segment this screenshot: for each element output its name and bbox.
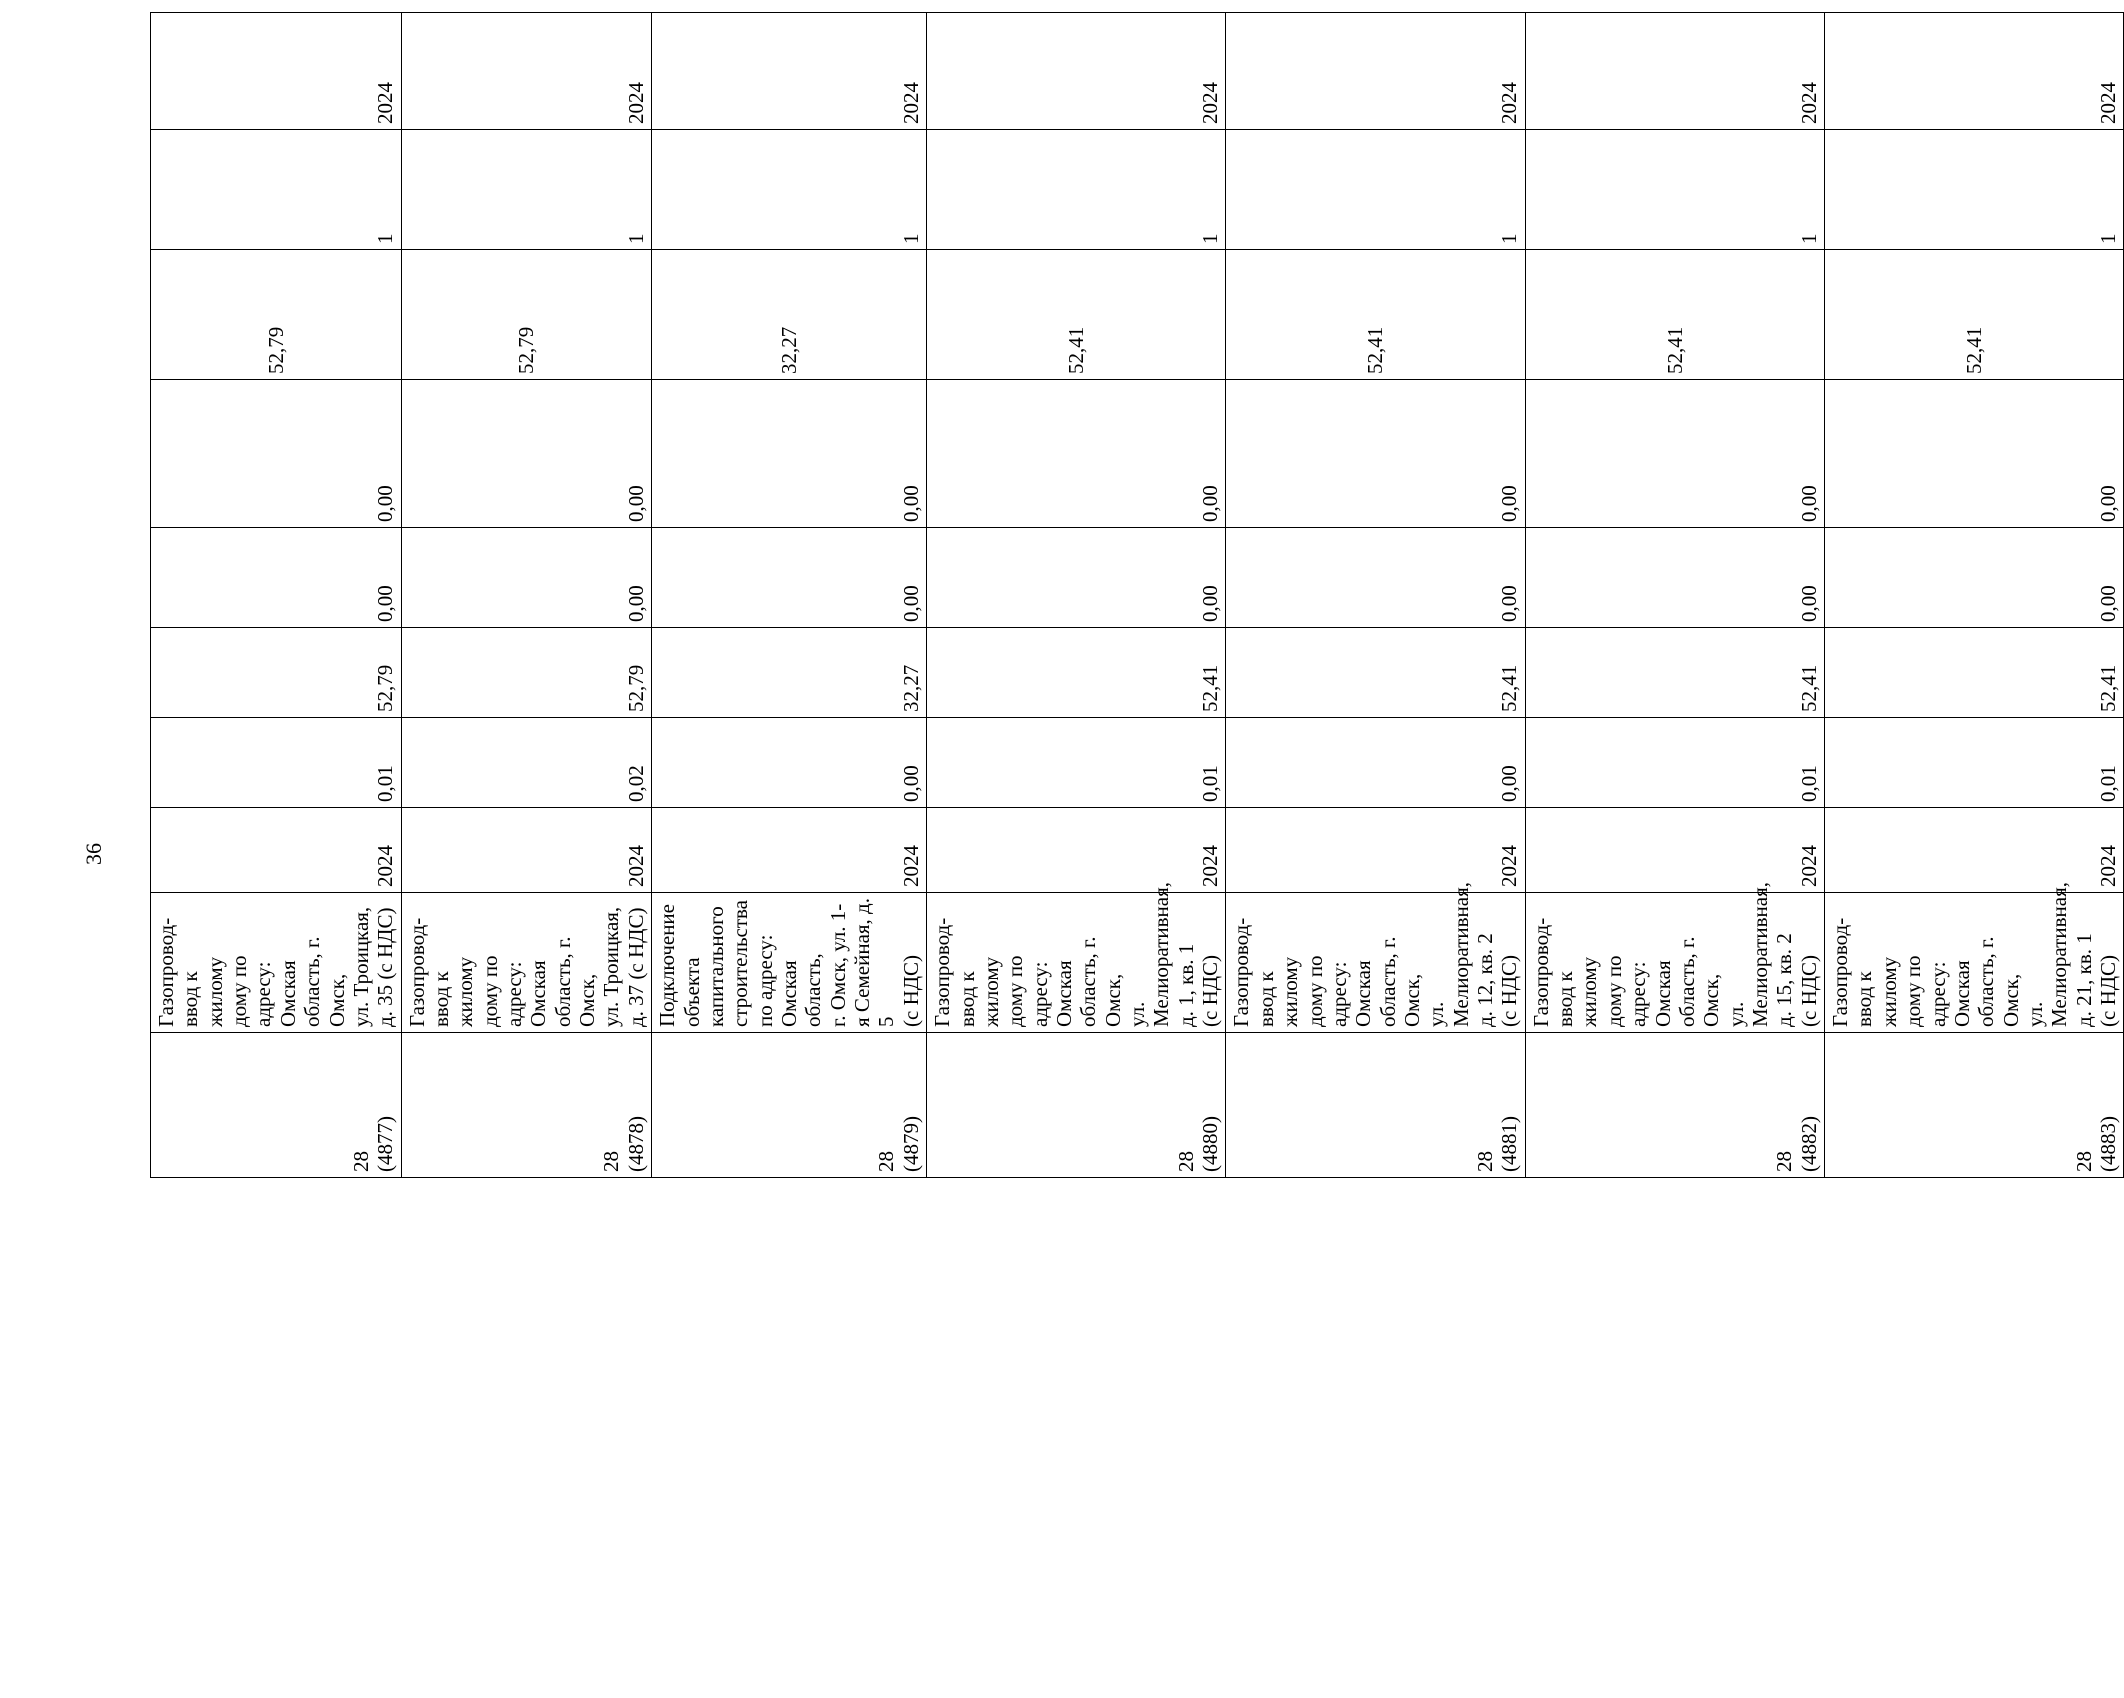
object-name-line: ул. Троицкая, д. 35 (с НДС) (348, 906, 398, 1027)
object-name-cell (652, 893, 927, 1033)
year-cell: 2024 (401, 808, 652, 893)
value-cell: 0,00 (652, 380, 927, 528)
row-number: 28 (1173, 1151, 1198, 1172)
object-name-cell (401, 893, 652, 1033)
row-number: 28 (348, 1151, 373, 1172)
object-name-line: область, г. Омск, (1974, 936, 2023, 1027)
value-cell: 0,00 (1525, 528, 1824, 628)
object-name-line: область, г. Омск, (1674, 936, 1724, 1027)
year-cell: 2024 (652, 808, 927, 893)
value-cell: 0,00 (927, 380, 1226, 528)
row-number-cell (151, 1033, 402, 1178)
quantity-cell: 1 (1825, 130, 2124, 250)
table-container (150, 82, 2121, 1178)
object-name-line: (с НДС) (898, 954, 923, 1027)
object-name-line: Подключение объекта (655, 904, 704, 1027)
object-name-line: Газопровод-ввод к жилому (1229, 917, 1303, 1027)
quantity-cell: 1 (401, 130, 652, 250)
table-row (652, 13, 927, 1178)
object-name-line: дому по адресу: Омская (1302, 955, 1376, 1027)
object-name-line: ул. Мелиоративная, д. 21, кв. 1 (2022, 881, 2096, 1027)
object-name-line: Газопровод-ввод к жилому (154, 917, 227, 1027)
object-name-line: (с НДС) (2096, 954, 2121, 1027)
row-number-cell (1825, 1033, 2124, 1178)
object-name-line: по адресу: Омская область, (752, 934, 826, 1027)
quantity-cell: 1 (1226, 130, 1525, 250)
object-name-line: капитального строительства (703, 899, 753, 1027)
object-name-line: ул. Мелиоративная, д. 12, кв. 2 (1424, 881, 1498, 1027)
object-name-cell (927, 881, 1226, 1033)
value-cell: 52,41 (1825, 250, 2124, 380)
value-cell: 0,01 (1525, 718, 1824, 808)
object-name-cell (1825, 881, 2124, 1033)
table-row (1226, 13, 1525, 1178)
object-name-line: (с НДС) (1796, 954, 1821, 1027)
row-number: 28 (1772, 1151, 1797, 1172)
row-code: (4880) (1198, 1116, 1223, 1172)
quantity-cell: 1 (927, 130, 1226, 250)
row-number: 28 (874, 1151, 899, 1172)
value-cell: 0,00 (1825, 380, 2124, 528)
year-cell: 2024 (927, 13, 1226, 130)
year-cell: 2024 (927, 808, 1226, 893)
row-number-cell (1525, 1033, 1824, 1178)
page-number-text: 36 (81, 843, 106, 865)
value-cell: 0,00 (927, 528, 1226, 628)
year-cell: 2024 (1825, 13, 2124, 130)
row-code: (4882) (1796, 1116, 1821, 1172)
object-name-line: г. Омск, ул. 1-я Семейная, д. 5 (825, 898, 899, 1027)
row-code: (4879) (898, 1116, 923, 1172)
value-cell: 0,00 (1525, 380, 1824, 528)
value-cell: 0,01 (151, 718, 402, 808)
row-number: 28 (1473, 1151, 1498, 1172)
row-number-cell (1226, 1033, 1525, 1178)
value-cell: 52,79 (401, 628, 652, 718)
year-cell: 2024 (401, 13, 652, 130)
object-name-cell (1525, 881, 1824, 1033)
value-cell: 52,41 (1825, 628, 2124, 718)
object-name-line: ул. Троицкая, д. 37 (с НДС) (599, 906, 648, 1027)
object-name-line: дому по адресу: Омская (477, 955, 551, 1027)
object-name-line: область, г. Омск, (550, 936, 600, 1027)
object-name-line: область, г. Омск, (300, 936, 349, 1027)
object-name-line: дому по адресу: Омская (1003, 955, 1076, 1027)
row-code: (4877) (373, 1116, 398, 1172)
object-name-line: ул. Мелиоративная, д. 15, кв. 2 (1723, 881, 1797, 1027)
object-name-line: Газопровод-ввод к жилому (930, 917, 1003, 1027)
object-name-line: Газопровод-ввод к жилому (1528, 917, 1602, 1027)
object-name-line: Газопровод-ввод к жилому (404, 917, 478, 1027)
value-cell: 52,41 (927, 628, 1226, 718)
value-cell: 0,00 (1226, 718, 1525, 808)
value-cell: 0,00 (151, 380, 402, 528)
table-row (1525, 13, 1824, 1178)
row-code: (4883) (2096, 1116, 2121, 1172)
value-cell: 52,41 (1226, 628, 1525, 718)
row-number-cell (927, 1033, 1226, 1178)
object-name-line: дому по адресу: Омская (1601, 955, 1675, 1027)
value-cell: 52,79 (151, 628, 402, 718)
quantity-cell: 1 (151, 130, 402, 250)
object-name-cell (151, 893, 402, 1033)
object-name-line: ул. Мелиоративная, д. 1, кв. 1 (1125, 881, 1198, 1027)
object-name-line: (с НДС) (1497, 954, 1522, 1027)
row-number: 28 (2071, 1151, 2096, 1172)
quantity-cell: 1 (1525, 130, 1824, 250)
value-cell: 0,01 (1825, 718, 2124, 808)
value-cell: 0,00 (652, 528, 927, 628)
year-cell: 2024 (1226, 808, 1525, 893)
object-name-line: дому по адресу: Омская (1901, 955, 1974, 1027)
row-number: 28 (599, 1151, 624, 1172)
value-cell: 0,00 (652, 718, 927, 808)
table-row (151, 13, 402, 1178)
year-cell: 2024 (1825, 808, 2124, 893)
row-number-cell (652, 1033, 927, 1178)
investment-table (150, 12, 2124, 1178)
table-row (1825, 13, 2124, 1178)
value-cell: 0,01 (927, 718, 1226, 808)
year-cell: 2024 (1525, 13, 1824, 130)
value-cell: 0,00 (1226, 380, 1525, 528)
quantity-cell: 1 (652, 130, 927, 250)
value-cell: 0,00 (401, 380, 652, 528)
table-body (151, 13, 2124, 1178)
year-cell: 2024 (151, 13, 402, 130)
value-cell: 52,41 (1226, 250, 1525, 380)
year-cell: 2024 (1525, 808, 1824, 893)
object-name-line: дому по адресу: Омская (227, 955, 300, 1027)
value-cell: 0,00 (1226, 528, 1525, 628)
value-cell: 0,02 (401, 718, 652, 808)
object-name-line: область, г. Омск, (1076, 936, 1125, 1027)
table-row (401, 13, 652, 1178)
object-name-line: область, г. Омск, (1375, 936, 1424, 1027)
row-code: (4878) (623, 1116, 648, 1172)
value-cell: 52,41 (1525, 628, 1824, 718)
row-number-cell (401, 1033, 652, 1178)
value-cell: 52,41 (1525, 250, 1824, 380)
value-cell: 32,27 (652, 628, 927, 718)
value-cell: 52,41 (927, 250, 1226, 380)
value-cell: 52,79 (401, 250, 652, 380)
row-code: (4881) (1497, 1116, 1522, 1172)
value-cell: 52,79 (151, 250, 402, 380)
value-cell: 0,00 (401, 528, 652, 628)
object-name-cell (1226, 881, 1525, 1033)
year-cell: 2024 (1226, 13, 1525, 130)
object-name-line: Газопровод-ввод к жилому (1828, 917, 1901, 1027)
table-row (927, 13, 1226, 1178)
value-cell: 0,00 (1825, 528, 2124, 628)
value-cell: 0,00 (151, 528, 402, 628)
year-cell: 2024 (652, 13, 927, 130)
object-name-line: (с НДС) (1198, 954, 1223, 1027)
page-number (82, 834, 106, 874)
value-cell: 32,27 (652, 250, 927, 380)
year-cell: 2024 (151, 808, 402, 893)
